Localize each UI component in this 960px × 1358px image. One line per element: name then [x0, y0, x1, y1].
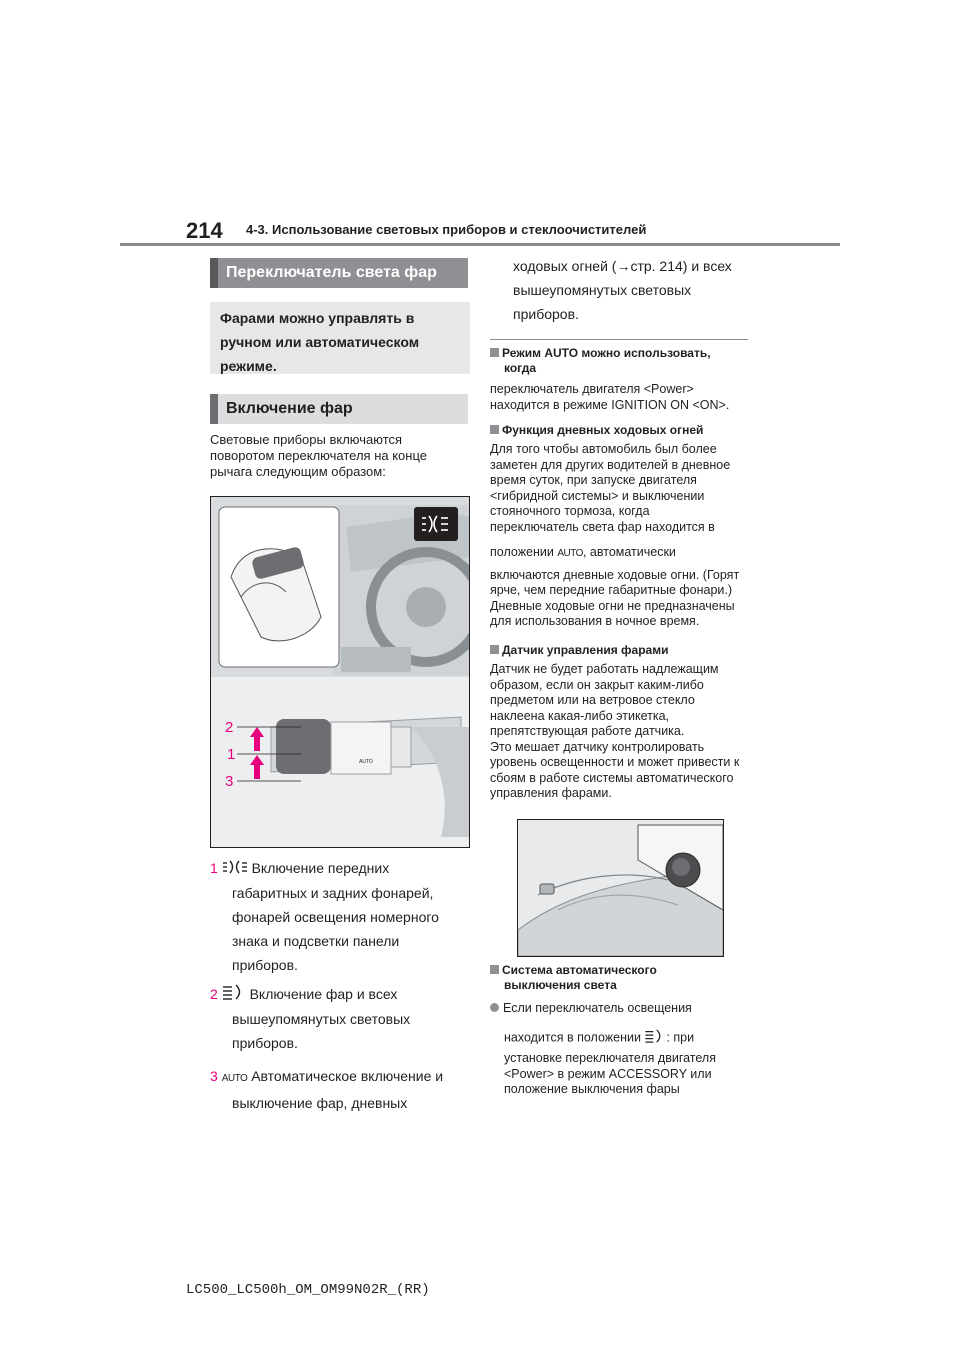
auto-mode-note — [490, 346, 758, 413]
note-line: стояночного тормоза, когда — [490, 504, 650, 518]
note-line: предметом или на ветровое стекло — [490, 693, 695, 707]
note-line: управления фарами. — [490, 786, 612, 800]
page-number: 214 — [186, 218, 223, 243]
note-heading: выключения света — [504, 978, 617, 992]
body-line: рычага следующим образом: — [210, 464, 386, 479]
section-title-text: Включение фар — [226, 400, 353, 417]
intro-line: ручном или автоматическом — [220, 334, 420, 350]
note-line: переключатель света фар находится в — [490, 519, 715, 534]
note-line: заметен для других водителей в дневное — [490, 457, 731, 472]
note-line: препятствующая работе датчика. — [490, 724, 685, 738]
body-intro — [210, 432, 470, 480]
figure-auto-mark: AUTO — [359, 759, 373, 765]
note-line: образом, если он закрыт каким-либо — [490, 677, 704, 692]
square-bullet-icon — [490, 965, 499, 974]
auto-icon: AUTO — [557, 548, 583, 559]
header-rule — [120, 243, 840, 246]
note-line: установке переключателя двигателя — [504, 1051, 716, 1065]
auto-off-note — [490, 963, 758, 1098]
section-title-text: Переключатель света фар — [226, 264, 437, 281]
note-heading: Режим AUTO можно использовать, — [502, 346, 711, 360]
item-number: 3 — [210, 1068, 218, 1084]
note-line: : при — [666, 1030, 695, 1045]
body-line: Световые приборы включаются — [210, 432, 403, 447]
auto-icon: AUTO — [221, 1073, 248, 1084]
drl-note — [490, 423, 758, 630]
round-bullet-icon — [490, 1003, 499, 1012]
headlight-icon — [222, 983, 246, 1007]
intro-line: Фарами можно управлять в — [220, 310, 415, 326]
chapter-title: 4-3. Использование световых приборов и стеклоочистителей — [246, 222, 647, 237]
note-line: Датчик не будет работать надлежащим — [490, 662, 719, 676]
item-line: Автоматическое включение и — [251, 1068, 444, 1084]
note-line: Для того чтобы автомобиль был более — [490, 442, 717, 456]
note-line: для использования в ночное время. — [490, 614, 700, 628]
column-rule — [490, 339, 748, 340]
note-line: <Power> в режим ACCESSORY или — [504, 1066, 712, 1081]
item-line: выключение фар, дневных — [232, 1095, 408, 1111]
note-line: переключатель двигателя <Power> — [490, 382, 694, 396]
item-2 — [210, 982, 470, 1055]
note-line: сбоям в работе системы автоматического — [490, 770, 734, 785]
sensor-illustration — [517, 819, 724, 957]
footer-code: LC500_LC500h_OM_OM99N02R_(RR) — [186, 1282, 430, 1298]
figure-label-2: 2 — [225, 719, 234, 736]
note-line: Это мешает датчику контролировать — [490, 739, 705, 754]
note-heading: Система автоматического — [502, 963, 657, 977]
note-line: Если переключатель освещения — [503, 1001, 692, 1015]
item-line: вышеупомянутых световых — [232, 1011, 411, 1028]
item-line: приборов. — [232, 957, 298, 974]
sensor-drawing — [518, 820, 723, 956]
note-line: наклеена какая-либо этикетка, — [490, 708, 670, 723]
item-line: знака и подсветки панели — [232, 933, 400, 950]
square-bullet-icon — [490, 645, 499, 654]
item-line: вышеупомянутых световых — [513, 282, 692, 298]
item-line: Включение передних — [251, 860, 390, 876]
square-bullet-icon — [490, 348, 499, 357]
square-bullet-icon — [490, 425, 499, 434]
intro-line: режиме. — [220, 358, 277, 374]
note-line: ярче, чем передние габаритные фонари.) — [490, 583, 733, 597]
note-line: находится в режиме IGNITION ON <ON>. — [490, 397, 730, 412]
item-line: ходовых огней (→стр. 214) и всех — [513, 258, 732, 274]
figure-label-3: 3 — [225, 773, 234, 790]
note-line: время суток, при запуске двигателя — [490, 473, 697, 487]
lever-illustration — [210, 496, 470, 848]
item-line: фонарей освещения номерного — [232, 909, 439, 926]
item-line: Включение фар и всех — [249, 986, 398, 1002]
sensor-note — [490, 643, 758, 802]
note-line: включаются дневные ходовые огни. (Горят — [490, 567, 740, 582]
item-3 — [210, 1064, 470, 1115]
section-title-headlight-switch — [210, 258, 468, 288]
item-number: 2 — [210, 986, 218, 1002]
note-line: , автоматически — [582, 545, 676, 559]
item-line: приборов. — [232, 1035, 298, 1052]
figure-label-1: 1 — [227, 746, 236, 763]
note-line: положение выключения фары — [504, 1082, 680, 1096]
note-line: находится в положении — [504, 1030, 641, 1045]
section-accent — [210, 258, 218, 288]
intro-box — [210, 302, 470, 374]
note-heading: когда — [504, 361, 537, 375]
item-line: приборов. — [513, 306, 579, 322]
note-heading: Функция дневных ходовых огней — [502, 423, 704, 437]
item-number: 1 — [210, 860, 218, 876]
lever-drawing — [211, 497, 469, 847]
note-line: положении — [490, 545, 554, 559]
item-1 — [210, 856, 470, 977]
note-line: уровень освещенности и может привести к — [490, 755, 740, 769]
parking-lights-icon — [222, 857, 248, 881]
note-heading: Датчик управления фарами — [502, 643, 669, 657]
body-line: поворотом переключателя на конце — [210, 448, 427, 463]
item-line: габаритных и задних фонарей, — [232, 885, 434, 902]
headlight-icon — [644, 1029, 666, 1048]
note-line: <гибридной системы> и выключении — [490, 488, 705, 503]
section-title-turning-on — [210, 394, 468, 424]
note-line: Дневные ходовые огни не предназначены — [490, 598, 735, 613]
item-3-continued — [513, 254, 763, 326]
section-accent — [210, 394, 218, 424]
